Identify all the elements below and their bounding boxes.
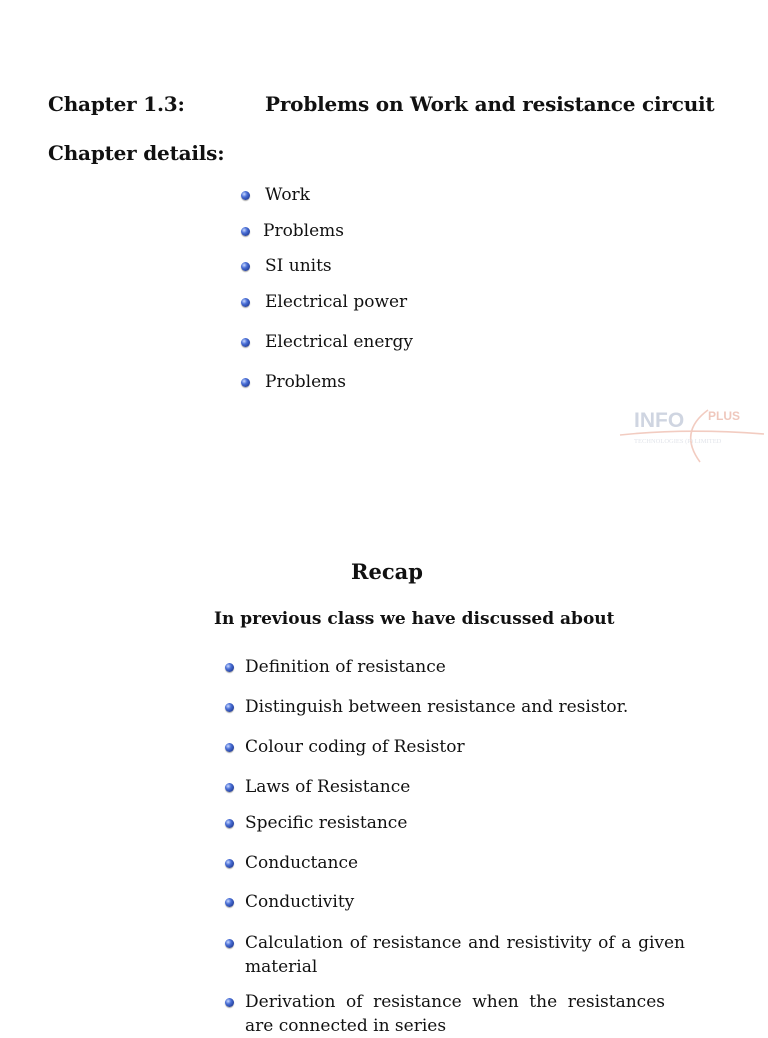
- bullet-icon: [225, 819, 234, 828]
- list-item-text: Laws of Resistance: [245, 777, 411, 797]
- bullet-icon: [225, 783, 234, 792]
- bullet-icon: [225, 703, 234, 712]
- list-item: [225, 990, 665, 1038]
- list-item-text: Problems: [265, 372, 347, 392]
- watermark-brand: INFO: [634, 409, 685, 432]
- list-item-text: Conductance: [245, 853, 359, 873]
- list-item: [225, 931, 685, 979]
- bullet-icon: [225, 998, 234, 1007]
- list-item: [241, 183, 310, 207]
- list-item: [241, 290, 407, 314]
- bullet-icon: [241, 262, 250, 271]
- bullet-icon: [241, 227, 250, 236]
- bullet-icon: [225, 663, 234, 672]
- list-item: [241, 254, 332, 278]
- bullet-icon: [241, 191, 250, 200]
- list-item: [225, 695, 628, 719]
- list-item-text: SI units: [265, 256, 332, 276]
- bullet-icon: [241, 298, 250, 307]
- recap-title: Recap: [351, 559, 423, 584]
- list-item: [225, 811, 407, 835]
- list-item-text: Calculation of resistance and resistivity of a given material: [245, 933, 685, 977]
- watermark-brand-suffix: PLUS: [708, 409, 741, 423]
- bullet-icon: [241, 378, 250, 387]
- chapter-details-label: Chapter details:: [48, 141, 225, 165]
- list-item-text: Work: [265, 185, 310, 205]
- list-item-text: Electrical energy: [265, 332, 414, 352]
- list-item: [241, 330, 413, 354]
- list-item-text: Definition of resistance: [245, 657, 446, 677]
- list-item-text: Electrical power: [265, 292, 408, 312]
- bullet-icon: [225, 939, 234, 948]
- list-item: [225, 775, 410, 799]
- list-item: [225, 735, 465, 759]
- list-item-text: Conductivity: [245, 892, 355, 912]
- bullet-icon: [225, 898, 234, 907]
- list-item: [241, 370, 346, 394]
- bullet-icon: [225, 859, 234, 868]
- recap-subtitle: In previous class we have discussed about: [214, 609, 615, 629]
- list-item: [225, 655, 446, 679]
- list-item-text: Problems: [263, 221, 345, 241]
- infoplus-watermark-logo: [616, 402, 766, 464]
- bullet-icon: [225, 743, 234, 752]
- list-item: [241, 219, 344, 243]
- list-item-text: Colour coding of Resistor: [245, 737, 465, 757]
- list-item-text: Distinguish between resistance and resistor.: [245, 697, 629, 717]
- chapter-number: Chapter 1.3:: [48, 92, 185, 116]
- bullet-icon: [241, 338, 250, 347]
- list-item-text: Specific resistance: [245, 813, 408, 833]
- chapter-title: Problems on Work and resistance circuit: [265, 92, 715, 116]
- list-item-text: Derivation of resistance when the resistances are connected in series: [245, 992, 665, 1036]
- list-item: [225, 851, 358, 875]
- list-item: [225, 890, 354, 914]
- watermark-tagline: TECHNOLOGIES (P) LIMITED: [634, 438, 722, 445]
